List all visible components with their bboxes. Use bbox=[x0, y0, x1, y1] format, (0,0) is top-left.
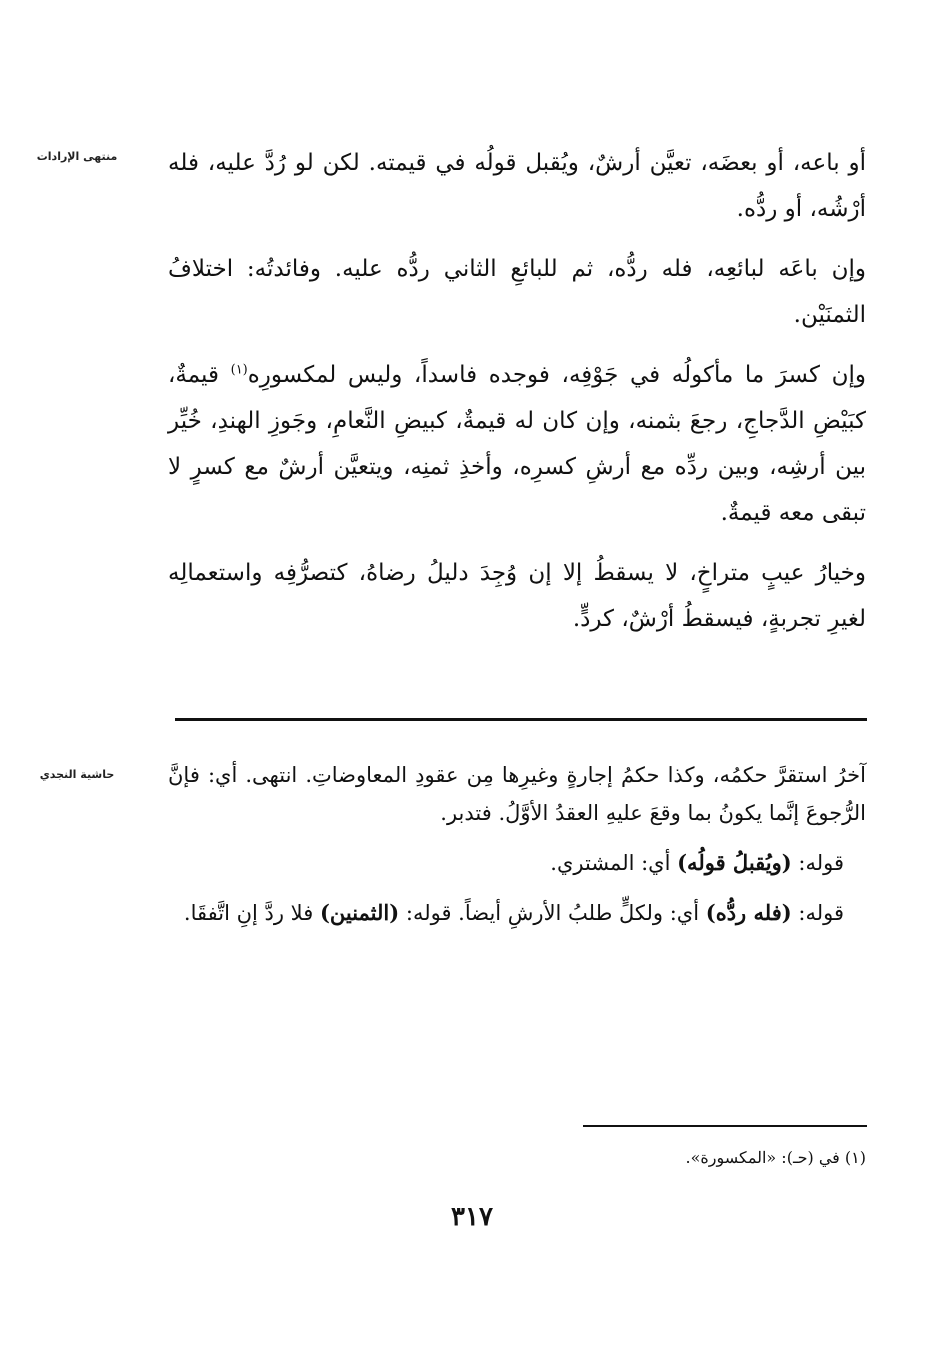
gloss-text bbox=[168, 756, 866, 944]
footnote-divider bbox=[583, 1125, 867, 1127]
main-paragraph-3-end: قيمةٌ، كبَيْضِ الدَّجاجِ، رجعَ بثمنه، وإن كان له قيمةٌ، كبيضِ النَّعامِ، وجَوزِ الهندِ، خُيِّر بين أرشِه، وبين ردِّه مع أرشِ كسرِه، وأخذِ ثمنِه، ويتعيَّن أرشٌ مع كسرٍ لا تبقى معه قيمةٌ. bbox=[168, 362, 866, 526]
gloss-3-rest: فلا ردَّ إنِ اتَّفقَا. bbox=[183, 901, 320, 925]
main-text bbox=[168, 140, 866, 656]
side-label-main-source: منتهى الإرادات bbox=[36, 150, 118, 163]
gloss-2-quote: (ويُقبلُ قولُه) bbox=[677, 850, 792, 875]
gloss-2-prefix: قوله: bbox=[791, 851, 844, 875]
page-number: ٣١٧ bbox=[451, 1202, 493, 1232]
main-paragraph-3 bbox=[168, 352, 866, 536]
main-paragraph-2: وإن باعَه لبائعِه، فله ردُّه، ثم للبائعِ الثاني ردُّه عليه. وفائدتُه: اختلافُ الثمنَيْن. bbox=[168, 256, 866, 328]
main-paragraph-1: أو باعه، أو بعضَه، تعيَّن أرشٌ، ويُقبل قولُه في قيمته. لكن لو رُدَّ عليه، فله أرْشُه، أو ردُّه. bbox=[168, 150, 866, 222]
section-divider bbox=[175, 718, 867, 721]
gloss-paragraph-3 bbox=[168, 894, 866, 932]
footnote-marker: (١) bbox=[230, 362, 248, 378]
gloss-2-rest: أي: المشتري. bbox=[550, 851, 678, 875]
gloss-3-quote-1: (فله ردُّه) bbox=[705, 900, 792, 925]
gloss-3-prefix: قوله: bbox=[791, 901, 844, 925]
footnote: (١) في (حـ): «المكسورة». bbox=[685, 1148, 866, 1167]
side-label-gloss-source: حاشية النجدي bbox=[39, 768, 115, 781]
gloss-3-quote-2: (الثمنين) bbox=[319, 900, 400, 925]
main-paragraph-3-start: وإن كسرَ ما مأكولُه في جَوْفِه، فوجده فاسداً، وليس لمكسورِه bbox=[247, 362, 866, 388]
main-paragraph-4: وخيارُ عيبٍ متراخٍ، لا يسقطُ إلا إن وُجِدَ دليلُ رضاهُ، كتصرُّفِه واستعمالِه لغيرِ تجربةٍ، فيسقطُ أرْشٌ، كردٍّ. bbox=[168, 560, 866, 632]
gloss-paragraph-1: آخرُ استقرَّ حكمُه، وكذا حكمُ إجارةٍ وغيرِها مِن عقودِ المعاوضاتِ. انتهى. أي: فإنَّ الرُّجوعَ إنَّما يكونُ بما وقعَ عليهِ العقدُ الأوَّلُ. فتدبر. bbox=[168, 763, 866, 825]
gloss-3-middle: أي: ولكلٍّ طلبُ الأرشِ أيضاً. قوله: bbox=[399, 901, 706, 925]
gloss-paragraph-2 bbox=[168, 844, 866, 882]
